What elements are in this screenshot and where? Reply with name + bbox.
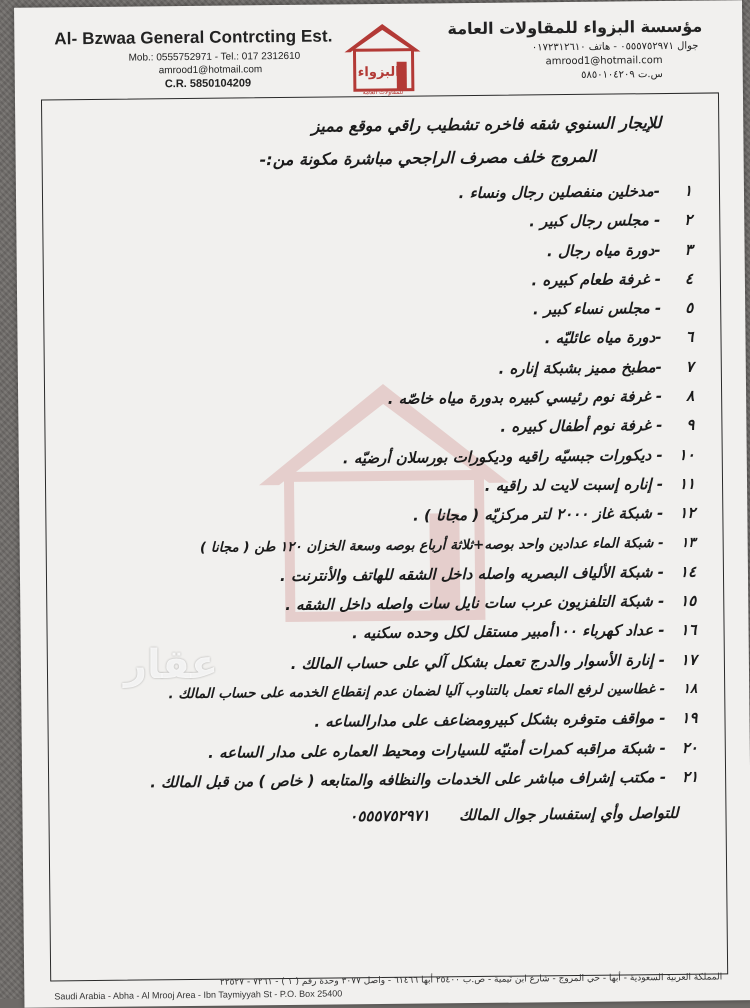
features-list	[56, 177, 698, 799]
listing-body	[55, 113, 698, 829]
listing-location: المروج خلف مصرف الراجحي مباشرة مكونة من:-	[259, 146, 596, 170]
item-number: ١٣	[681, 534, 696, 551]
item-number: ٦	[685, 328, 694, 347]
item-number: ٧	[685, 357, 694, 376]
item-text: - غرفة نوم رئيسي كبيره بدورة مياه خاصّه .	[387, 387, 663, 408]
item-number: ٥	[685, 298, 694, 317]
logo-text: البزواء	[357, 64, 400, 81]
item-number: ١٨	[682, 680, 698, 697]
company-name-ar: مؤسسة البزواء للمقاولات العامة	[447, 16, 703, 39]
item-text: -دورة مياه عائليّه .	[544, 328, 662, 348]
list-item	[62, 763, 698, 799]
phones-ar: جوال ٠٥٥٥٧٥٢٩٧١ - هاتف ٠١٧٢٣١٢٦١٠	[531, 40, 699, 54]
item-text: -مدخلين منفصلين رجال ونساء .	[458, 182, 661, 203]
contact-phone: ٠٥٥٥٧٥٢٩٧١	[349, 806, 430, 826]
listing-headline: للإيجار السنوي شقه فاخره تشطيب راقي موقع مميز	[311, 113, 662, 136]
item-number: ١٠	[678, 445, 695, 464]
item-number: ٢	[684, 211, 693, 230]
item-text: - غرفة نوم أطفال كبيره .	[500, 416, 663, 437]
phones-en: Mob.: 0555752971 - Tel.: 017 2312610	[128, 50, 301, 64]
footer-address-ar: المملكة العربية السعودية - أبها - حي المروج - شارع ابن تيمية - ص.ب ٢٥٤٠٠ أبها ٦١٤٦٦ - واصل ٣٠٧٧ وحدة رقم ( ١ ) - ٧٢٦١ - ٢٢٥٢٧	[219, 972, 723, 988]
item-text: -مطبخ مميز بشبكة إناره .	[498, 357, 662, 378]
item-number: ١٥	[680, 591, 697, 611]
item-text: - شبكة التلفزيون عرب سات نايل سات واصله داخل الشقه .	[285, 592, 665, 615]
item-text: - شبكة الألياف البصريه واصله داخل الشقه للهاتف والأنترنت .	[279, 562, 665, 585]
cr-number-en: C.R. 5850104209	[164, 77, 252, 91]
letterhead-english	[54, 26, 355, 91]
item-number: ١٩	[681, 709, 698, 728]
item-number: ١٦	[680, 621, 697, 640]
item-number: ٣	[684, 240, 693, 259]
item-text: - شبكة مراقبه كمرات أمنيّه للسيارات ومحيط العماره على مدار الساعه .	[208, 738, 666, 762]
company-name-en: Al- Bzwaa General Contrcting Est.	[54, 26, 333, 49]
item-text: - مجلس رجال كبير .	[529, 211, 661, 231]
item-text: - مكتب إشراف مباشر على الخدمات والنظافه والمتابعه ( خاص ) من قبل المالك .	[150, 767, 667, 792]
item-text: -دورة مياه رجال .	[546, 240, 661, 260]
item-text: - شبكة غاز ٢٠٠٠ لتر مركزيّه ( مجانا ) .	[412, 504, 664, 525]
item-text: - غطاسين لرفع الماء تعمل بالتناوب آليا لضمان عدم إنقطاع الخدمه على حساب المالك .	[168, 681, 666, 703]
item-number: ١	[683, 181, 693, 200]
item-text: - غرفة طعام كبيره .	[531, 269, 661, 290]
item-number: ٢١	[681, 767, 699, 786]
email-ar: amrood1@hotmail.com	[545, 55, 663, 68]
cr-number-ar: س.ت ٥٨٥٠١٠٤٢٠٩	[580, 69, 663, 81]
company-logo	[334, 17, 431, 96]
item-text: - عداد كهرباء ١٠٠أمبير مستقل لكل وحده سكنيه .	[351, 621, 665, 643]
item-number: ١٢	[679, 503, 696, 523]
item-text: - ديكورات جبسيّه راقيه وديكورات بورسلان أرضيّه .	[342, 445, 663, 468]
contact-label: للتواصل وأي إستفسار جوال المالك	[458, 804, 679, 825]
item-text: - إناره إسبت لايت لد راقيه .	[484, 475, 664, 495]
document-sheet	[14, 0, 750, 1008]
item-number: ٨	[685, 386, 695, 405]
item-text: - مواقف متوفره بشكل كبيرومضاعف على مدارالساعه .	[314, 709, 666, 732]
aqar-watermark: عقار	[124, 642, 219, 688]
logo-subtext: للمقاولات العامة	[362, 88, 404, 97]
item-text: - شبكة الماء عدادين واحد بوصه+ثلاثة أرباع بوصه وسعة الخزان ١٢٠ طن ( مجانا )	[199, 534, 664, 556]
footer-address-en: Saudi Arabia - Abha - Al Mrooj Area - Ibn Taymiyyah St - P.O. Box 25400	[54, 988, 343, 1002]
item-text: - إنارة الأسوار والدرج تعمل بشكل آلي على حساب المالك .	[290, 650, 665, 673]
item-text: - مجلس نساء كبير .	[532, 299, 662, 319]
item-number: ١٤	[679, 562, 697, 581]
item-number: ٩	[686, 416, 695, 435]
item-number: ١١	[678, 474, 696, 493]
letterhead	[14, 0, 743, 106]
email-en: amrood1@hotmail.com	[158, 64, 263, 77]
item-number: ١٧	[680, 650, 697, 669]
item-number: ٢٠	[681, 738, 698, 757]
letterhead-arabic	[442, 17, 703, 83]
item-number: ٤	[684, 269, 693, 288]
